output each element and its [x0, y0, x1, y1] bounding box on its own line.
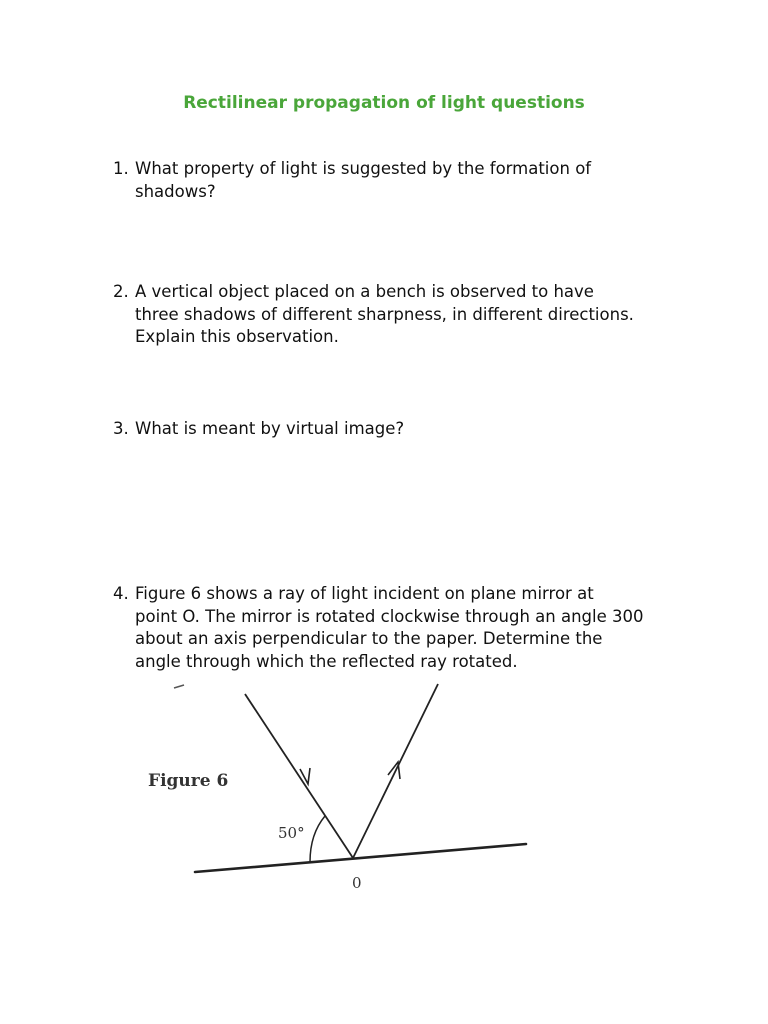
mirror-line: [195, 844, 526, 872]
question-4: [113, 583, 693, 673]
question-3: [113, 418, 693, 441]
incident-arrow-icon: [300, 768, 310, 784]
question-text: What property of light is suggested by the formation of shadows?: [135, 159, 592, 201]
question-2: [113, 281, 693, 349]
angle-label: 50°: [278, 824, 305, 842]
page-title: Rectilinear propagation of light questions: [183, 93, 585, 113]
reflected-arrow-icon: [388, 762, 400, 779]
question-number: 1.: [113, 159, 129, 178]
question-number: 3.: [113, 419, 129, 438]
question-text: Figure 6 shows a ray of light incident on plane mirror at point O. The mirror is rotated clockwise through an angle 300 about an axis perpendicular to the paper. Determine the angle through which the reflected ray rotated.: [135, 584, 644, 671]
question-number: 2.: [113, 282, 129, 301]
question-text: What is meant by virtual image?: [135, 419, 405, 438]
question-number: 4.: [113, 584, 129, 603]
question-1: [113, 158, 693, 203]
reflected-ray: [353, 684, 438, 858]
point-label: 0: [352, 874, 362, 892]
figure-6-diagram: [140, 676, 540, 896]
figure-caption: Figure 6: [148, 771, 229, 791]
question-text: A vertical object placed on a bench is observed to have three shadows of different sharpness, in different directions. Explain this observation.: [135, 282, 634, 346]
angle-arc: [310, 816, 325, 862]
stray-mark: [174, 685, 184, 688]
